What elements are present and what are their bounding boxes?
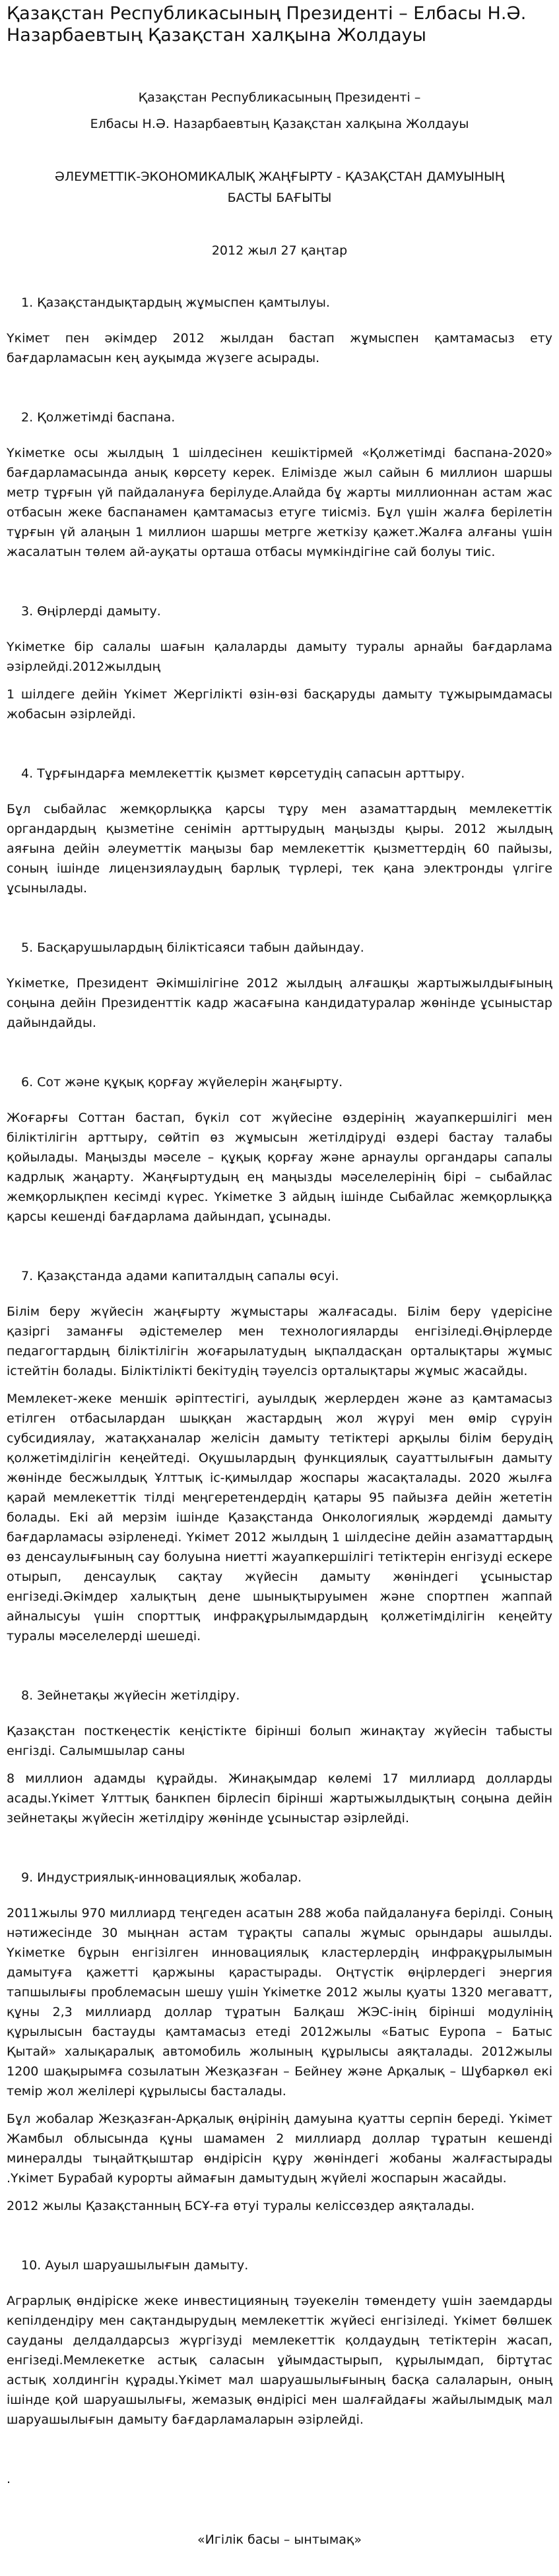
section-paragraph: 2012 жылы Қазақстанның БСҰ-ға өтуі туралы келіссөздер аяқталады. (7, 2199, 475, 2213)
header-org-line-1: Қазақстан Республикасының Президенті – (138, 90, 421, 105)
document-motto: «Игілік басы – ынтымақ» (197, 2532, 362, 2547)
document-section (7, 293, 552, 368)
trailing-dot: . (7, 2472, 11, 2486)
document-section (7, 1266, 552, 1646)
document-header-organization (7, 84, 552, 137)
document-section (7, 2255, 552, 2430)
section-paragraph: 1 шілдеге дейін Үкімет Жергілікті өзін-өзі басқаруды дамыту тұжырымдамасы жобасын әзірлейді. (7, 687, 552, 721)
document-section (7, 408, 552, 562)
section-paragraph: Үкіметке бір салалы шағын қалаларды дамыту туралы арнайы бағдарлама әзірлейді.2012жылдың (7, 640, 552, 674)
section-heading: 9. Индустриялық-инновациялық жобалар. (21, 1870, 302, 1885)
header-heading-line-2: БАСТЫ БАҒЫТЫ (227, 191, 332, 205)
section-paragraph: Қазақстан посткеңестік кеңістікте бірінші болып жинақтау жүйесін табысты енгізді. Салымшылар саны (7, 1724, 552, 1758)
document-sections (7, 293, 552, 2430)
section-paragraph: Үкімет пен әкімдер 2012 жылдан бастап жұмыспен қамтамасыз ету бағдарламасын кең ауқымда жүзеге асырады. (7, 331, 552, 365)
document-date: 2012 жыл 27 қаңтар (211, 243, 348, 258)
section-heading: 1. Қазақстандықтардың жұмыспен қамтылуы. (21, 295, 330, 310)
header-org-line-2: Елбасы Н.Ә. Назарбаевтың Қазақстан халқына Жолдауы (90, 117, 469, 131)
section-heading: 2. Қолжетімді баспана. (21, 410, 176, 425)
section-heading: 6. Сот және құқық қорғау жүйелерін жаңғырту. (21, 1075, 343, 1089)
header-heading-line-1: ӘЛЕУМЕТТІК-ЭКОНОМИКАЛЫҚ ЖАҢҒЫРТУ - ҚАЗАҚСТАН ДАМУЫНЫҢ (54, 169, 505, 184)
section-heading: 5. Басқарушылардың біліктісаяси табын дайындау. (21, 940, 364, 955)
document-title: Қазақстан Республикасының Президенті – Елбасы Н.Ә. Назарбаевтың Қазақстан халқына Жолдауы (7, 3, 527, 46)
section-heading: 8. Зейнетақы жүйесін жетілдіру. (21, 1688, 240, 1703)
section-heading: 7. Қазақстанда адами капиталдың сапалы өсуі. (21, 1269, 339, 1283)
document-section (7, 764, 552, 898)
section-paragraph: Бұл сыбайлас жемқорлыққа қарсы тұру мен азаматтардың мемлекеттік органдардың қызметіне сенімін арттырудың маңызды қыры. 2012 жылдың аяғына дейін әлеуметтік маңызы бар мемлекеттік қызметтердің 60 пайызы, соның ішінде лицензиялаудың барлық түрлері, тек қана электронды үлгіге ұсынылады. (7, 802, 552, 896)
section-paragraph: Мемлекет-жеке меншік әріптестігі, ауылдық жерлерден және аз қамтамасыз етілген отбасылардан шыққан жастардың жол жүруі мен өмір сүруін субсидиялау, жатақханалар желісін дамыту тетіктері арқылы білім берудің қолжетімділігін кеңейтеді. Оқушылардың функциялық сауаттылығын дамыту жөнінде бесжылдық Ұлттық іс-қимылдар жоспары жасақталады. 2020 жылға қарай мемлекеттік тілді меңгеретендердің қатары 95 пайызға дейін жететін болады. Екі ай мерзім ішінде Қазақстанда Онкологиялық жәрдемді дамыту бағдарламасы әзірленеді. Үкімет 2012 жылдың 1 шілдесіне дейін азаматтардың өз денсаулығының сау болуына ниетті жауапкершілігі тетіктерін енгізуді ескере отырып, денсаулық сақтау жүйесін дамыту жөніндегі ұсыныстар енгізеді.Әкімдер халықтың дене шынықтыруымен және спортпен жаппай айналысуы үшін спорттық инфрақұрылымдардың қолжетімділігін кеңейту туралы мәселелерді шешеді. (7, 1392, 552, 1643)
section-paragraph: Бұл жобалар Жезқазған-Арқалық өңірінің дамуына қуатты серпін береді. Үкімет Жамбыл облысында құны шамамен 2 миллиард доллар тұратын кешенді минералды тыңайтқыштар өндірісін құру жөніндегі жобаны жалғастырады .Үкімет Бурабай курорты аймағын дамытудың жүйелі жоспарын жасайды. (7, 2112, 552, 2186)
section-paragraph: 2011жылы 970 миллиард теңгеден асатын 288 жоба пайдалануға берілді. Соның нәтижесінде 30 мыңнан астам тұрақты сапалы жұмыс орындары ашылды. Үкіметке бұрын енгізілген инновациялық кластерлердің инфрақұрылымын дамытуға қажетті қаржыны қарастырады. Оңтүстік өңірлердегі энергия тапшылығы проблемасын шешу үшін Үкіметке 2012 жылы қуаты 1320 мегаватт, құны 2,3 миллиард доллар тұратын Балқаш ЖЭС-інің бірінші модулінің құрылысын бастауды қамтамасыз етеді 2012жылы «Батыс Еуропа – Батыс Қытай» халықаралық автомобиль жолының құрылысы аяқталады. 2012жылы 1200 шақырымға созылатын Жезқазған – Бейнеу және Арқалық – Шұбаркөл екі темір жол желілері құрылысы басталады. (7, 1906, 552, 2099)
section-paragraph: Аграрлық өндіріске жеке инвестицияның тәуекелін төмендету үшін заемдарды кепілдендіру мен сақтандырудың мемлекеттік жүйесі енгізіледі. Үкімет бөлшек сауданы делдалдарсыз жүргізуді мемлекеттік қолдаудың тетіктерін жасап, енгізеді.Мемлекетке астық саласын ұйымдастырып, құрылымдап, біртұтас астық холдингін құрады.Үкімет мал шаруашылығының басқа салаларын, оның ішінде қой шаруашылығы, жемазық өндірісі мен шалғайдағы жайылымдық мал шаруашылығын дамыту бағдарламаларын әзірлейді. (7, 2294, 552, 2427)
section-paragraph: Жоғарғы Соттан бастап, бүкіл сот жүйесіне өздерінің жауапкершілігі мен біліктілігін арттыру, сөйтіп өз жұмысын жетілдіруді өздері бастау талабы қойылады. Маңызды мәселе – құқық қорғау және арнаулы органдары сапалы кадрлық жаңарту. Жаңғыртудың ең маңызды мәселелерінің бірі – сыбайлас жемқорлықпен кесімді күрес. Үкіметке 3 айдың ішінде Сыбайлас жемқорлыққа қарсы кешенді бағдарлама дайындап, ұсынады. (7, 1111, 552, 1224)
document-header-heading (7, 166, 552, 208)
section-paragraph: Білім беру жүйесін жаңғырту жұмыстары жалғасады. Білім беру үдерісіне қазіргі заманғы әдістемелер мен технологияларды енгізіледі.Өңірлерде педагогтардың біліктілігін жоғарылатудың ықпалдасқан орталықтары жұмыс істейтін болады. Біліктілікті бекітудің тәуелсіз орталықтары жұмыс жасайды. (7, 1304, 552, 1378)
document-section (7, 601, 552, 724)
section-paragraph: Үкіметке осы жылдың 1 шілдесінен кешіктірмей «Қолжетімді баспана-2020» бағдарламасында анық көрсету керек. Елімізде жыл сайын 6 миллион шаршы метр тұрғын үй пайдалануға берілуде.Алайда бұ жарты миллионнан астам жас отбасын жеке баспанамен қамтамасыз етуге тиісміз. Бұл үшін жалға берілетін тұрғын үй алаңын 1 миллион шаршы метрге жеткізу қажет.Жалға алғаны үшін жасалатын төлем ай-ауқаты орташа отбасы мүмкіндігіне сай болуы тиіс. (7, 446, 552, 559)
section-heading: 3. Өңірлерді дамыту. (21, 604, 161, 619)
document-section (7, 1686, 552, 1828)
section-heading: 10. Ауыл шаруашылығын дамыту. (21, 2258, 249, 2273)
document-section (7, 1868, 552, 2216)
section-paragraph: Үкіметке, Президент Әкімшілігіне 2012 жылдың алғашқы жартыжылдығының соңына дейін Президенттік кадр жасағына кандидатуралар жөнінде ұсыныстар дайындайды. (7, 976, 552, 1030)
section-paragraph: 8 миллион адамды құрайды. Жинақымдар көлемі 17 миллиард долларды асады.Үкімет Ұлттық банкпен бірлесіп бірінші жартыжылдықтың соңына дейін зейнетақы жүйесін жетілдіру жөнінде ұсыныстар әзірлейді. (7, 1771, 552, 1825)
document-section (7, 1072, 552, 1227)
section-heading: 4. Тұрғындарға мемлекеттік қызмет көрсетудің сапасын арттыру. (21, 766, 465, 781)
document-section (7, 938, 552, 1033)
